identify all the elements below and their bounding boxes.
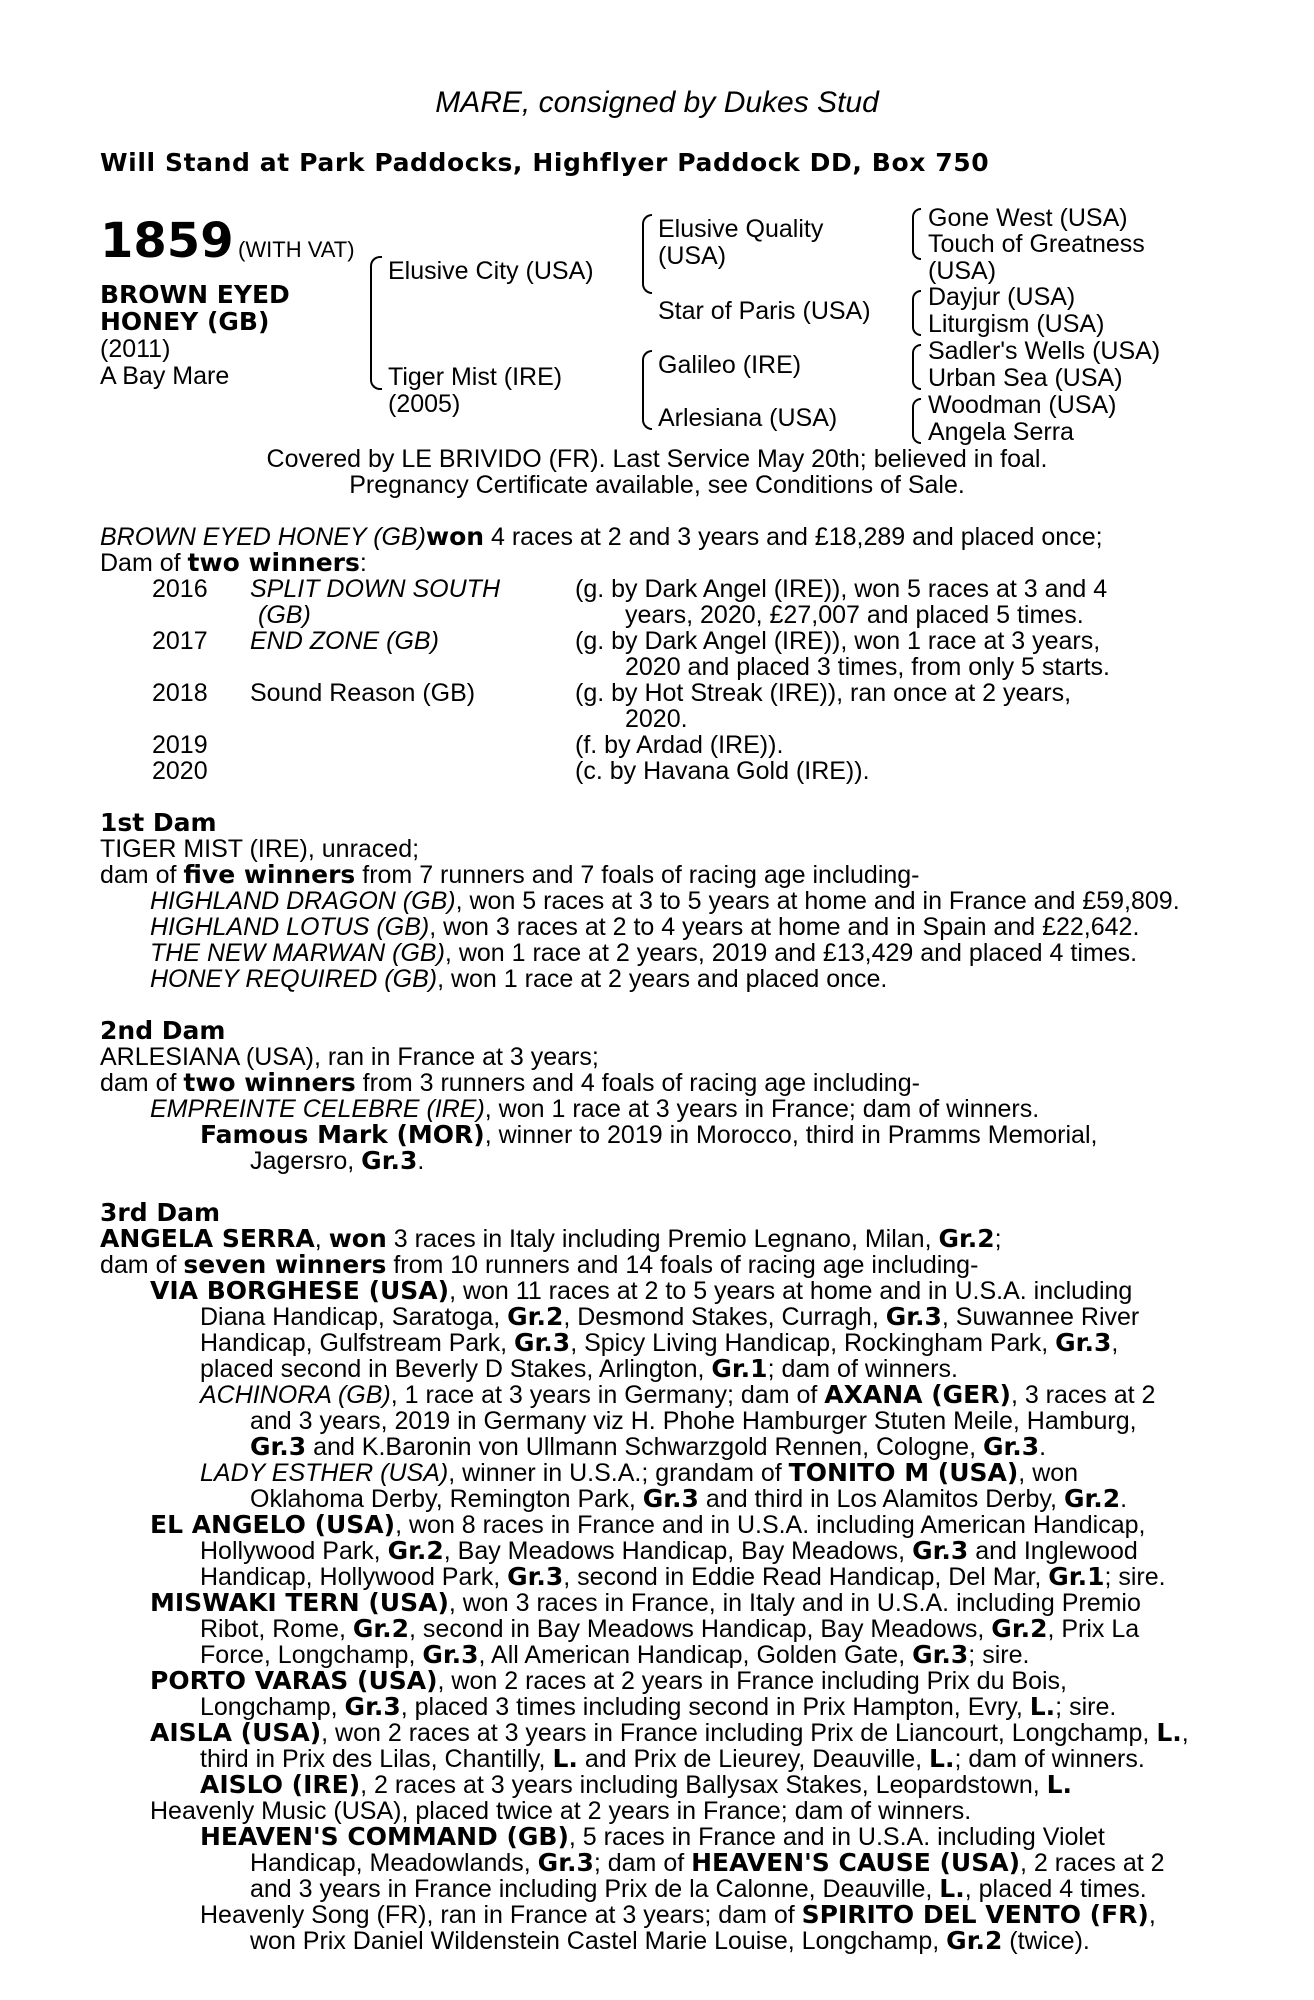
grand-offspring-cont: and 3 years, 2019 in Germany viz H. Phohe Hamburger Stuten Meile, Hamburg, (250, 1407, 1137, 1435)
section-heading: 1st Dam (100, 808, 217, 837)
offspring-item: VIA BORGHESE (USA), won 11 races at 2 to 5 years at home and in U.S.A. including (150, 1276, 1133, 1305)
brace-sire-side (642, 214, 652, 294)
pedigree-gs2: Star of Paris (USA) (658, 297, 871, 325)
brace-ggs-3 (912, 344, 921, 390)
pedigree-sire: Elusive City (USA) (388, 257, 594, 285)
grand-offspring-item: HEAVEN'S COMMAND (GB), 5 races in France and in U.S.A. including Violet (200, 1822, 1105, 1851)
offspring-item-cont: Diana Handicap, Saratoga, Gr.2, Desmond Stakes, Curragh, Gr.3, Suwannee River (200, 1302, 1140, 1331)
pedigree-ggs4: Liturgism (USA) (928, 310, 1105, 338)
pedigree-dam-year: (2005) (388, 390, 461, 418)
foaling-year: (2011) (100, 335, 171, 363)
offspring-item-cont: Longchamp, Gr.3, placed 3 times including second in Prix Hampton, Evry, L.; sire. (200, 1692, 1117, 1721)
offspring-item: EMPREINTE CELEBRE (IRE), won 1 race at 3 years in France; dam of winners. (150, 1095, 1040, 1123)
offspring-item-cont: placed second in Beverly D Stakes, Arlington, Gr.1; dam of winners. (200, 1354, 958, 1383)
covered-note: Covered by LE BRIVIDO (FR). Last Service May 20th; believed in foal. (266, 445, 1048, 473)
pedigree-gs3: Galileo (IRE) (658, 351, 802, 379)
pedigree-ggs8: Angela Serra (928, 418, 1074, 446)
dam-line: ANGELA SERRA, won 3 races in Italy including Premio Legnano, Milan, Gr.2; (100, 1224, 1002, 1253)
offspring-item-cont: Force, Longchamp, Gr.3, All American Handicap, Golden Gate, Gr.3; sire. (200, 1640, 1030, 1669)
brace-generation1 (370, 256, 382, 390)
dam-of-winners: Dam of two winners: (100, 548, 367, 577)
grand-offspring-item: LADY ESTHER (USA), winner in U.S.A.; grandam of TONITO M (USA), won (200, 1458, 1079, 1487)
dam-line: ARLESIANA (USA), ran in France at 3 years; (100, 1043, 599, 1071)
grand-offspring-cont: Oklahoma Derby, Remington Park, Gr.3 and third in Los Alamitos Derby, Gr.2. (250, 1484, 1128, 1513)
produce-record: (g. by Hot Streak (IRE)), ran once at 2 years, (575, 679, 1072, 707)
dam-summary: dam of two winners from 3 runners and 4 foals of racing age including- (100, 1068, 920, 1097)
produce-name: Sound Reason (GB) (250, 679, 476, 707)
grand-offspring-cont: Gr.3 and K.Baronin von Ullmann Schwarzgold Rennen, Cologne, Gr.3. (250, 1432, 1047, 1461)
grand-offspring-cont: won Prix Daniel Wildenstein Castel Marie Louise, Longchamp, Gr.2 (twice). (250, 1926, 1090, 1955)
horse-description: A Bay Mare (100, 362, 230, 390)
produce-record: (g. by Dark Angel (IRE)), won 1 race at 3 years, (575, 627, 1101, 655)
pedigree-ggs2b: (USA) (928, 257, 997, 285)
produce-record-cont: 2020. (625, 705, 688, 733)
produce-name-suffix: (GB) (258, 601, 311, 629)
offspring-item: HIGHLAND DRAGON (GB), won 5 races at 3 to 5 years at home and in France and £59,809. (150, 887, 1180, 915)
offspring-item: MISWAKI TERN (USA), won 3 races in France, in Italy and in U.S.A. including Premio (150, 1588, 1141, 1617)
produce-name: SPLIT DOWN SOUTH (250, 575, 501, 603)
lot-number-line (100, 212, 355, 282)
grand-offspring-item: Famous Mark (MOR), winner to 2019 in Morocco, third in Pramms Memorial, (200, 1120, 1098, 1149)
produce-year: 2018 (152, 679, 208, 707)
grand-offspring-item: AISLO (IRE), 2 races at 3 years including Ballysax Stakes, Leopardstown, L. (200, 1770, 1073, 1799)
produce-record: (f. by Ardad (IRE)). (575, 731, 784, 759)
dam-summary: dam of five winners from 7 runners and 7 foals of racing age including- (100, 860, 920, 889)
grand-offspring-item: Heavenly Song (FR), ran in France at 3 years; dam of SPIRITO DEL VENTO (FR), (200, 1900, 1156, 1929)
brace-dam-side (642, 350, 652, 430)
lot-number: 1859 (100, 213, 234, 269)
offspring-item: EL ANGELO (USA), won 8 races in France and in U.S.A. including American Handicap, (150, 1510, 1146, 1539)
pedigree-ggs7: Woodman (USA) (928, 391, 1117, 419)
produce-year: 2020 (152, 757, 208, 785)
pedigree-gs1: Elusive Quality (658, 215, 824, 243)
produce-year: 2016 (152, 575, 208, 603)
produce-year: 2019 (152, 731, 208, 759)
produce-name: END ZONE (GB) (250, 627, 439, 655)
offspring-item-cont: third in Prix des Lilas, Chantilly, L. and Prix de Lieurey, Deauville, L.; dam of winners. (200, 1744, 1145, 1773)
pedigree-ggs2: Touch of Greatness (928, 230, 1145, 258)
offspring-item-cont: Handicap, Gulfstream Park, Gr.3, Spicy Living Handicap, Rockingham Park, Gr.3, (200, 1328, 1119, 1357)
vat-note: (WITH VAT) (238, 237, 355, 262)
section-heading: 3rd Dam (100, 1198, 220, 1227)
offspring-item: PORTO VARAS (USA), won 2 races at 2 years in France including Prix du Bois, (150, 1666, 1067, 1695)
brace-ggs-4 (912, 398, 921, 444)
grand-offspring-cont: Handicap, Meadowlands, Gr.3; dam of HEAVEN'S CAUSE (USA), 2 races at 2 (250, 1848, 1165, 1877)
produce-record: (c. by Havana Gold (IRE)). (575, 757, 870, 785)
produce-record-cont: years, 2020, £27,007 and placed 5 times. (625, 601, 1084, 629)
offspring-item: HONEY REQUIRED (GB), won 1 race at 2 years and placed once. (150, 965, 888, 993)
produce-record-cont: 2020 and placed 3 times, from only 5 starts. (625, 653, 1110, 681)
pedigree-ggs3: Dayjur (USA) (928, 283, 1076, 311)
race-record: BROWN EYED HONEY (GB)won 4 races at 2 and 3 years and £18,289 and placed once; (100, 522, 1103, 551)
pedigree-gs4: Arlesiana (USA) (658, 404, 838, 432)
stand-location: Will Stand at Park Paddocks, Highflyer Paddock DD, Box 750 (100, 148, 990, 177)
brace-ggs-1 (912, 208, 921, 260)
pedigree-ggs1: Gone West (USA) (928, 204, 1128, 232)
pregnancy-note: Pregnancy Certificate available, see Conditions of Sale. (349, 471, 965, 499)
grand-offspring-item: ACHINORA (GB), 1 race at 3 years in Germany; dam of AXANA (GER), 3 races at 2 (200, 1380, 1156, 1409)
offspring-item: Heavenly Music (USA), placed twice at 2 years in France; dam of winners. (150, 1797, 972, 1825)
dam-line: TIGER MIST (IRE), unraced; (100, 835, 420, 863)
offspring-item-cont: Handicap, Hollywood Park, Gr.3, second in Eddie Read Handicap, Del Mar, Gr.1; sire. (200, 1562, 1166, 1591)
pedigree-gs1b: (USA) (658, 242, 727, 270)
produce-year: 2017 (152, 627, 208, 655)
catalogue-title: MARE, consigned by Dukes Stud (435, 86, 879, 119)
grand-offspring-cont: and 3 years in France including Prix de la Calonne, Deauville, L., placed 4 times. (250, 1874, 1147, 1903)
pedigree-dam: Tiger Mist (IRE) (388, 363, 563, 391)
grand-offspring-cont: Jagersro, Gr.3. (250, 1146, 425, 1175)
horse-name-line2: HONEY (GB) (100, 307, 270, 336)
pedigree-ggs6: Urban Sea (USA) (928, 364, 1123, 392)
pedigree-ggs5: Sadler's Wells (USA) (928, 337, 1161, 365)
offspring-item-cont: Ribot, Rome, Gr.2, second in Bay Meadows Handicap, Bay Meadows, Gr.2, Prix La (200, 1614, 1140, 1643)
brace-ggs-2 (912, 290, 921, 336)
offspring-item: THE NEW MARWAN (GB), won 1 race at 2 years, 2019 and £13,429 and placed 4 times. (150, 939, 1138, 967)
section-heading: 2nd Dam (100, 1016, 226, 1045)
offspring-item: AISLA (USA), won 2 races at 3 years in France including Prix de Liancourt, Longchamp, L., (150, 1718, 1189, 1747)
horse-name-line1: BROWN EYED (100, 280, 290, 309)
offspring-item-cont: Hollywood Park, Gr.2, Bay Meadows Handicap, Bay Meadows, Gr.3 and Inglewood (200, 1536, 1138, 1565)
offspring-item: HIGHLAND LOTUS (GB), won 3 races at 2 to 4 years at home and in Spain and £22,642. (150, 913, 1140, 941)
produce-record: (g. by Dark Angel (IRE)), won 5 races at 3 and 4 (575, 575, 1108, 603)
dam-summary: dam of seven winners from 10 runners and 14 foals of racing age including- (100, 1250, 979, 1279)
